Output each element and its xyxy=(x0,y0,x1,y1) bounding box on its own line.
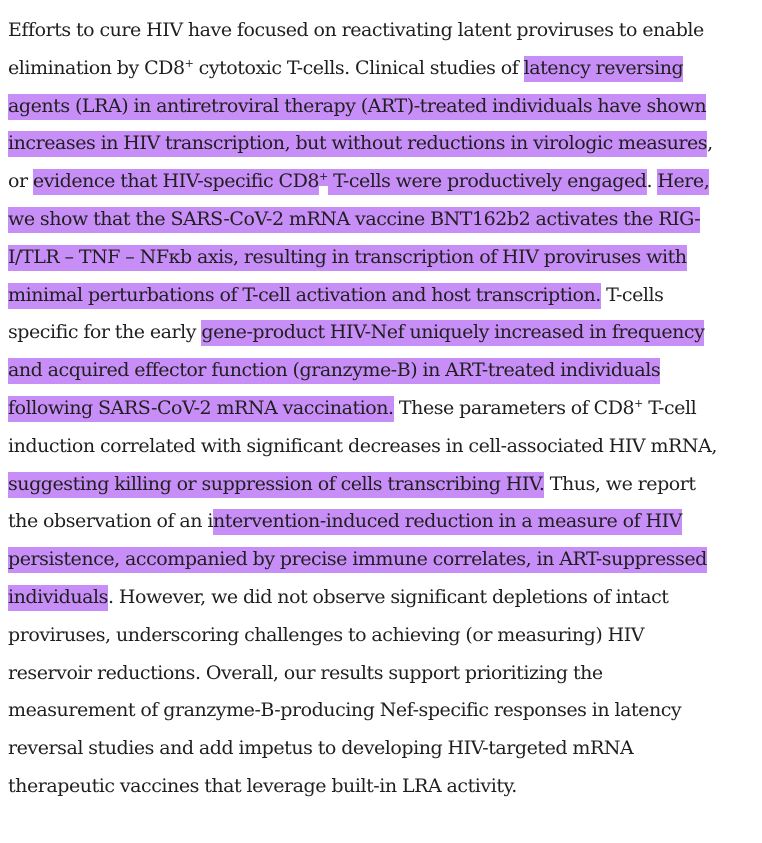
abstract-paragraph xyxy=(8,12,726,806)
highlighted-text: Here, we show that the SARS-CoV-2 mRNA vaccine BNT162b2 activates the RIG-I/TLR – TNF – NFκb axis, resulting in t xyxy=(8,169,709,271)
plain-text: These parameters of CD8 xyxy=(393,396,635,419)
highlighted-text: latency reversing agents (LRA) in antiretroviral therapy (ART)-treated individuals have shown increases in HIV transcription, but without reductions in virologic measures xyxy=(8,56,707,158)
plain-text: Efforts to cure HIV have focused on reactivating latent proviruses to enable elimination by CD8 xyxy=(8,19,704,79)
superscript-plus: + xyxy=(319,169,328,186)
highlighted-text: T-cells were productively engaged xyxy=(328,169,647,195)
highlighted-text: ranscription of HIV proviruses with minimal perturbations of T-cell activation and host transcription. xyxy=(8,245,687,309)
highlighted-text: gene-product HIV-Nef uniquely increased in frequency and acquired effector function (granzyme-B) in ART-treated individuals following SARS-CoV-2 mRNA vaccination. xyxy=(8,320,704,422)
plain-text: cytotoxic T-cells. Clinical studies of xyxy=(193,56,524,79)
highlighted-text: ntervention-induced reduction in a measure of HIV persistence, accompanied by precise immune correlates, in ART-suppressed individuals xyxy=(8,509,707,611)
superscript-plus: + xyxy=(184,56,194,70)
plain-text: . However, we did not observe significant depletions of intact proviruses, underscoring challenges to achieving (or measuring) HIV reservoir reductions. Overall, our results support prioritizing the measurement of granzyme-B-producing Nef-specific responses in latency reversal studies and add impetus to developing HIV-targeted mRNA therapeutic vaccines that leverage built-in LRA activity. xyxy=(8,585,682,797)
plain-text: , or xyxy=(8,132,713,193)
superscript-plus: + xyxy=(634,396,643,410)
plain-text: T-cell induction correlated with significant decreases in cell-associated HIV mRNA, xyxy=(8,396,717,457)
highlighted-text: evidence that HIV-specific CD8 xyxy=(33,169,319,195)
plain-text: Thus, we report the observation of an i xyxy=(8,472,696,533)
plain-text: . xyxy=(646,170,658,193)
plain-text: T-cells specific for the early xyxy=(8,283,664,344)
highlighted-text: suggesting killing or suppression of cells transcribing HIV. xyxy=(8,472,544,498)
